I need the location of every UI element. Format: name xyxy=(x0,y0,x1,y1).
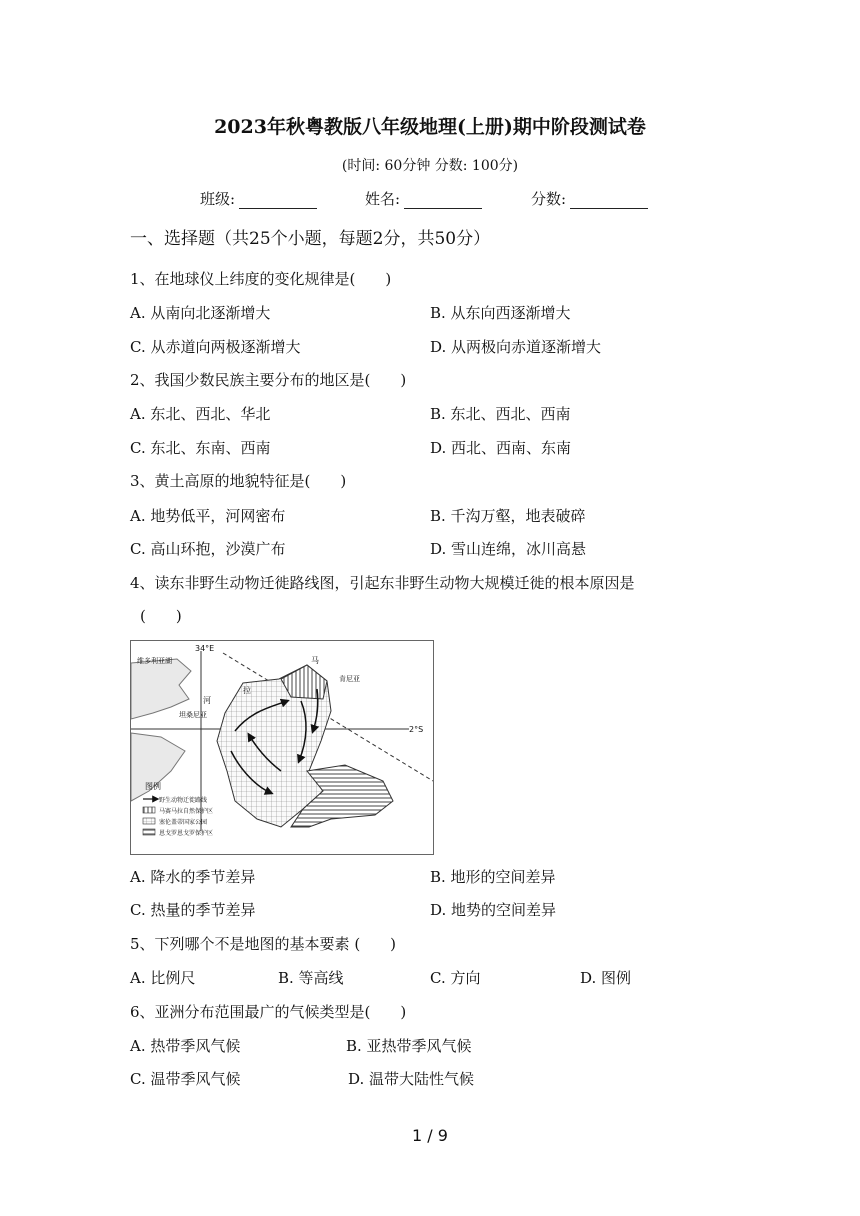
legend-title: 图例 xyxy=(145,782,161,791)
name-label: 姓名: xyxy=(365,190,401,208)
option-b[interactable]: B. 从东向西逐渐增大 xyxy=(430,304,571,322)
option-d[interactable]: D. 西北、西南、东南 xyxy=(430,439,572,457)
name-blank[interactable] xyxy=(404,194,482,209)
question-stem: 3、黄土高原的地貌特征是( ) xyxy=(130,472,347,490)
section-heading: 一、选择题（共25个小题，每题2分，共50分） xyxy=(130,229,491,249)
score-blank[interactable] xyxy=(570,194,648,209)
page-number: 1 / 9 xyxy=(412,1126,448,1145)
kenya-label: 肯尼亚 xyxy=(339,675,360,683)
option-c[interactable]: C. 方向 xyxy=(430,969,481,987)
migration-map xyxy=(130,640,434,855)
score-label: 分数: xyxy=(531,190,567,208)
option-c[interactable]: C. 热量的季节差异 xyxy=(130,901,256,919)
option-b[interactable]: B. 亚热带季风气候 xyxy=(346,1037,472,1055)
legend-item: 恩戈罗恩戈罗保护区 xyxy=(159,830,214,837)
option-c[interactable]: C. 从赤道向两极逐渐增大 xyxy=(130,338,301,356)
legend-item: 野生动物迁徙路线 xyxy=(159,797,208,804)
option-b[interactable]: B. 等高线 xyxy=(278,969,344,987)
option-d[interactable]: D. 图例 xyxy=(580,969,632,987)
score-field xyxy=(531,188,648,209)
tanzania-label: 坦桑尼亚 xyxy=(179,711,207,719)
option-a[interactable]: A. 从南向北逐渐增大 xyxy=(130,304,271,322)
exam-time-score: (时间: 60分钟 分数: 100分) xyxy=(341,158,519,174)
class-field xyxy=(200,188,317,209)
name-field xyxy=(365,188,482,209)
question-stem: 2、我国少数民族主要分布的地区是( ) xyxy=(130,371,407,389)
class-blank[interactable] xyxy=(239,194,317,209)
legend-item: 塞伦盖蒂国家公园 xyxy=(159,819,208,826)
option-d[interactable]: D. 雪山连绵，冰川高悬 xyxy=(430,540,587,558)
option-d[interactable]: D. 从两极向赤道逐渐增大 xyxy=(430,338,602,356)
lake-label: 维多利亚湖 xyxy=(137,657,172,665)
option-a[interactable]: A. 热带季风气候 xyxy=(130,1037,241,1055)
option-c[interactable]: C. 东北、东南、西南 xyxy=(130,439,271,457)
option-a[interactable]: A. 地势低平，河网密布 xyxy=(130,507,286,525)
migration-map-svg xyxy=(131,641,433,854)
question-stem: 5、下列哪个不是地图的基本要素 ( ) xyxy=(130,935,397,953)
option-b[interactable]: B. 千沟万壑，地表破碎 xyxy=(430,507,586,525)
page-title: 2023年秋粤教版八年级地理(上册)期中阶段测试卷 xyxy=(214,116,646,138)
river-label: 河 xyxy=(203,696,211,705)
option-c[interactable]: C. 高山环抱，沙漠广布 xyxy=(130,540,286,558)
option-a[interactable]: A. 比例尺 xyxy=(130,969,196,987)
question-stem-bracket: ( ) xyxy=(140,607,182,625)
question-stem: 6、亚洲分布范围最广的气候类型是( ) xyxy=(130,1003,407,1021)
latitude-label: 2°S xyxy=(409,725,424,734)
legend-item: 马赛马拉自然保护区 xyxy=(159,808,214,815)
option-b[interactable]: B. 东北、西北、西南 xyxy=(430,405,571,423)
option-d[interactable]: D. 温带大陆性气候 xyxy=(348,1070,475,1088)
option-c[interactable]: C. 温带季风气候 xyxy=(130,1070,241,1088)
mara-label: 马 xyxy=(311,656,319,665)
class-label: 班级: xyxy=(200,190,236,208)
question-stem: 4、读东非野生动物迁徙路线图，引起东非野生动物大规模迁徙的根本原因是 xyxy=(130,574,635,592)
option-a[interactable]: A. 降水的季节差异 xyxy=(130,868,256,886)
longitude-label: 34°E xyxy=(195,644,215,653)
option-a[interactable]: A. 东北、西北、华北 xyxy=(130,405,271,423)
option-b[interactable]: B. 地形的空间差异 xyxy=(430,868,556,886)
question-stem: 1、在地球仪上纬度的变化规律是( ) xyxy=(130,270,392,288)
option-d[interactable]: D. 地势的空间差异 xyxy=(430,901,557,919)
river-label-2: 拉 xyxy=(243,686,251,695)
